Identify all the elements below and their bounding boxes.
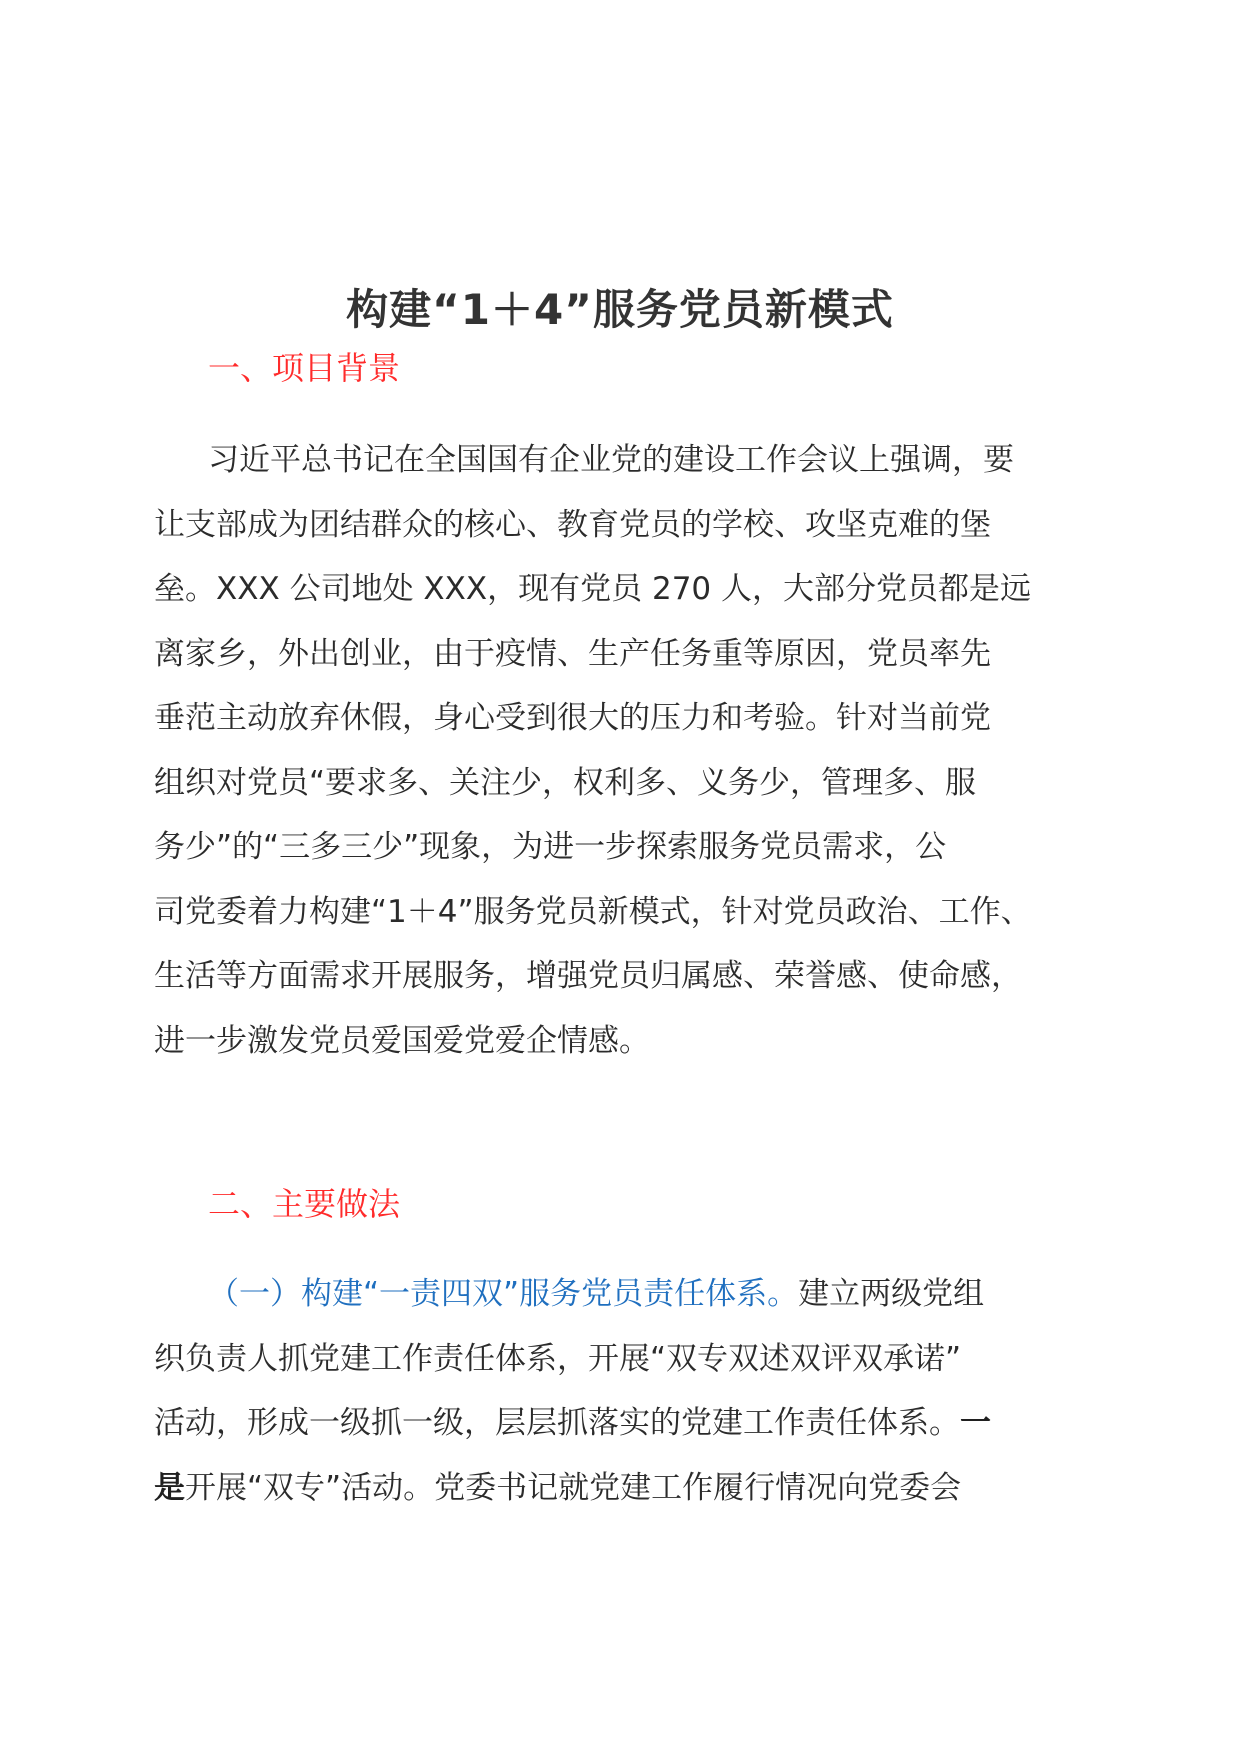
paragraph-text: 开展“双专”活动。党委书记就党建工作履行情况向党委会 [185,1469,962,1506]
section-heading-methods: 二、主要做法 [208,1185,401,1223]
paragraph-line: 生活等方面需求开展服务，增强党员归属感、荣誉感、使命感， [154,958,1022,994]
paragraph-line: 务少”的“三多三少”现象，为进一步探索服务党员需求，公 [154,829,947,865]
background-paragraph [154,428,1094,1073]
paragraph-line: 垒。XXX 公司地处 XXX，现有党员 270 人，大部分党员都是远 [154,571,1032,607]
paragraph-line: 让支部成为团结群众的核心、教育党员的学校、攻坚克难的堡 [154,506,991,543]
section-heading-background: 一、项目背景 [208,349,401,387]
paragraph-line [154,1391,1094,1456]
paragraph-line: 垂范主动放弃休假，身心受到很大的压力和考验。针对当前党 [154,700,991,736]
methods-paragraph [154,1262,1094,1520]
paragraph-line: 习近平总书记在全国国有企业党的建设工作会议上强调，要 [208,442,1014,478]
paragraph-line [154,1262,1094,1327]
paragraph-line: 进一步激发党员爱国爱党爱企情感。 [154,1022,650,1059]
subsection-heading: （一）构建“一责四双”服务党员责任体系。 [208,1276,799,1312]
bold-marker: 一 [960,1405,991,1441]
paragraph-text: 活动，形成一级抓一级，层层抓落实的党建工作责任体系。 [154,1405,960,1441]
paragraph-text: 建立两级党组 [798,1276,985,1312]
paragraph-line: 组织对党员“要求多、关注少，权利多、义务少，管理多、服 [154,764,977,801]
paragraph-line: 司党委着力构建“1＋4”服务党员新模式，针对党员政治、工作、 [154,893,1032,930]
document-title: 构建“1＋4”服务党员新模式 [346,285,894,334]
bold-marker: 是 [154,1469,185,1506]
paragraph-line: 离家乡，外出创业，由于疫情、生产任务重等原因，党员率先 [154,635,991,672]
paragraph-line [154,1456,1094,1521]
paragraph-line: 织负责人抓党建工作责任体系，开展“双专双述双评双承诺” [154,1340,962,1377]
